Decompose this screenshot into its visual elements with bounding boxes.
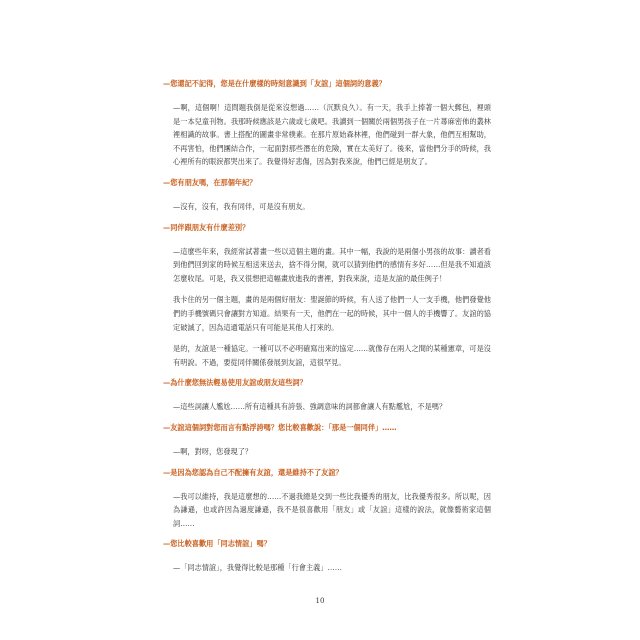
page-number: 10 [315, 597, 325, 605]
answer-paragraph: —我可以維持，我是這麼想的……不過我總是交到一些比我優秀的朋友，比我優秀很多。所以呢，因為謙遜，也或許因為過度謙遜，我不是很喜歡用「朋友」或「友誼」這樣的說法，就像藝術家這個詞…… [173, 491, 491, 528]
body-paragraph: 是的，友誼是一種協定。一種可以不必明確寫出來的協定……就像存在兩人之間的某種憲章，可是沒有明說。不過，要從同伴關係發展到友誼，這很罕見。 [173, 344, 491, 367]
answer-paragraph: —這些詞讓人尷尬……所有這種具有誇張、強調意味的詞都會讓人有點尷尬，不是嗎？ [173, 402, 447, 412]
question-heading: —您比較喜歡用「同志情誼」嗎？ [163, 539, 271, 549]
answer-paragraph: —「同志情誼」，我覺得比較是那種「行會主義」…… [173, 563, 342, 573]
question-heading: —為什麼您無法輕易使用友誼或朋友這些詞？ [163, 378, 307, 388]
question-heading: —友誼這個詞對您而言有點浮誇嗎？您比較喜歡說：「那是一個同伴」…… [163, 422, 397, 432]
interview-text [163, 78, 491, 583]
answer-paragraph: —啊，這個啊！這問題我倒是從來沒想過……（沉默良久）。有一天，我手上捧著一個大郵包，裡頭是一本兒童刊物。我那時候應該是六歲或七歲吧。我讀到一個關於兩個男孩子在一片蕁麻密佈的叢林裡相識的故事。書上搭配的圖畫非常樸素。在那片原始森林裡，他們碰到一群大象，他們互相幫助，不再害怕，他們團結合作，一起面對那些潛在的危險，實在太美好了。後來，當他們分手的時候，我心裡所有的眼淚都哭出來了。我覺得好悲傷，因為對我來說，他們已經是朋友了。 [173, 103, 491, 167]
body-paragraph: 我卡住的另一個主題，畫的是兩個好朋友：聖誕節的時候，有人送了他們一人一支手機，他們發覺他們的手機號碼只會讓對方知道。結果有一天，他們在一起的時候，其中一個人的手機響了。友誼的協定破滅了，因為這通電話只有可能是其他人打來的。 [173, 295, 491, 332]
answer-paragraph: —啊，對呀，您發現了？ [173, 446, 253, 456]
question-heading: —是因為您認為自己不配擁有友誼，還是維持不了友誼？ [163, 467, 343, 477]
question-heading: —同伴跟朋友有什麼差別？ [163, 222, 250, 232]
question-heading: —您還記不記得，您是在什麼樣的時刻意識到「友誼」這個詞的意義？ [163, 79, 386, 88]
answer-paragraph: —這麼些年來，我經常試著畫一些以這個主題的畫。其中一幅，我說的是兩個小男孩的故事：讀者看到他們回到家的時候互相送來送去，捨不得分開，就可以猜到他們的感情有多好……但是我不知道該怎麼收尾。可是，我又很想把這幅畫放進我的書裡，對我來說，這是友誼的最佳例子！ [173, 246, 491, 283]
answer-paragraph: —沒有，沒有，我有同伴，可是沒有朋友。 [173, 201, 310, 211]
question-heading: —您有朋友嗎，在那個年紀？ [163, 177, 257, 187]
